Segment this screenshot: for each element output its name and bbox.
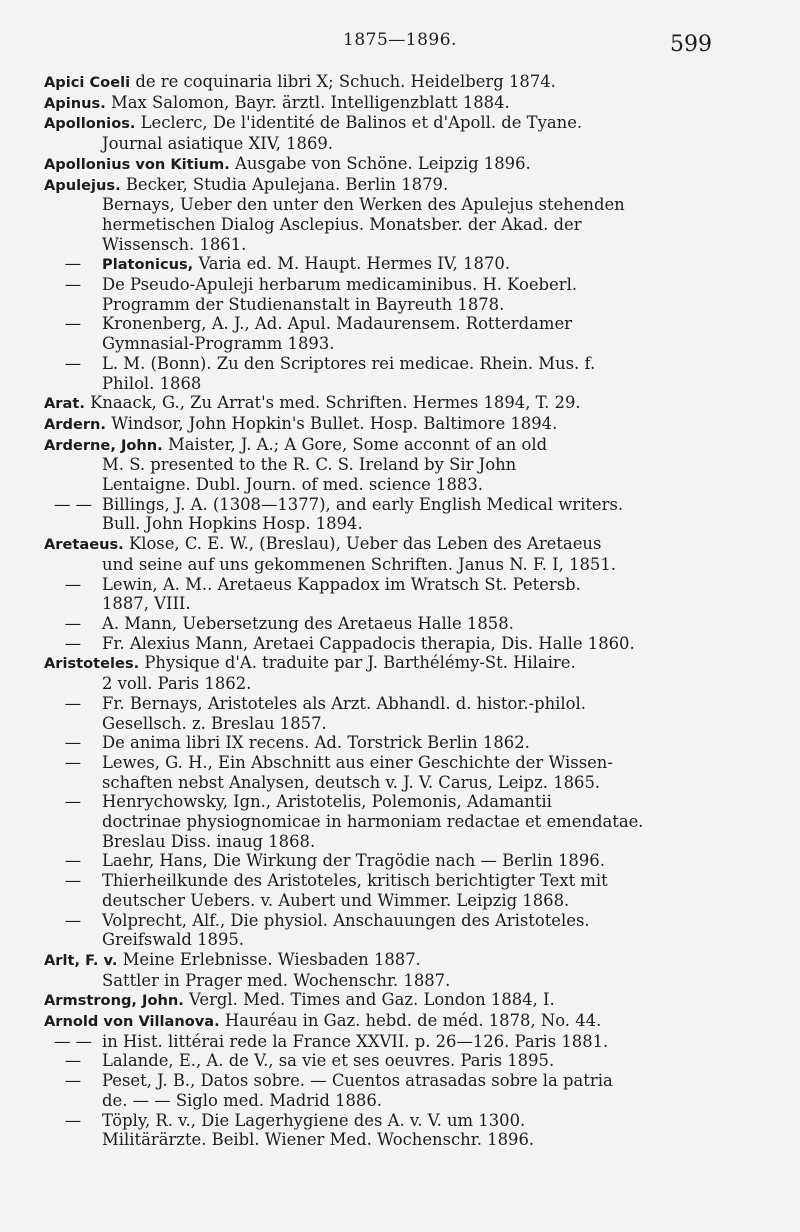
entry-line (44, 235, 734, 255)
bibliography-entry (44, 93, 734, 114)
bibliography-entry (44, 575, 734, 614)
entry-text: de re coquinaria libri X; Schuch. Heidelberg 1874. (135, 72, 556, 91)
ditto-dash: — (64, 1071, 82, 1091)
ditto-dash: — (64, 752, 82, 772)
entry-text: Maister, J. A.; A Gore, Some acconnt of an old (167, 434, 548, 454)
entry-heading: Apinus. (44, 94, 106, 112)
entry-line (44, 1011, 734, 1032)
entry-line (44, 1051, 734, 1071)
entry-heading: Platonicus, (102, 256, 194, 274)
entry-text: Fr. Alexius Mann, Aretaei Cappadocis therapia, Dis. Halle 1860. (102, 633, 635, 653)
entry-heading: Arlt, F. v. (44, 951, 118, 969)
bibliography-entry (44, 113, 734, 153)
entry-line (44, 455, 734, 475)
entry-line (44, 555, 734, 575)
ditto-dash: — (64, 733, 82, 753)
entry-line (44, 275, 734, 295)
entry-heading: Ardern. (44, 415, 106, 433)
entry-line (44, 113, 734, 134)
entry-line (44, 971, 734, 991)
ditto-dash: — (64, 314, 82, 334)
entry-text: Bernays, Ueber den unter den Werken des Apulejus stehenden (102, 195, 625, 215)
entry-line (44, 435, 734, 456)
entry-line (44, 1130, 734, 1150)
entry-text: deutscher Uebers. v. Aubert und Wimmer. Leipzig 1868. (102, 890, 570, 910)
entry-line (44, 733, 734, 753)
entry-heading: Arnold von Villanova. (44, 1013, 220, 1031)
bibliography-entry (44, 614, 734, 634)
entry-text: Thierheilkunde des Aristoteles, kritisch berichtigter Text mit (102, 871, 608, 891)
entry-line (44, 154, 734, 175)
entry-text: Max Salomon, Bayr. ärztl. Intelligenzblatt 1884. (110, 92, 510, 112)
entry-text: Varia ed. M. Haupt. Hermes IV, 1870. (198, 254, 511, 274)
entry-heading: Apollonius von Kitium. (44, 155, 230, 173)
bibliography-entry (44, 911, 734, 950)
entry-line (44, 911, 734, 931)
entry-line (44, 475, 734, 495)
entry-line (44, 773, 734, 793)
bibliography-entry (44, 1032, 734, 1052)
entry-heading: Aristoteles. (44, 655, 140, 673)
bibliography-entry (44, 1011, 734, 1032)
entry-line (44, 930, 734, 950)
ditto-dash: — (64, 693, 82, 713)
entry-line (44, 514, 734, 534)
entry-text: Kronenberg, A. J., Ad. Apul. Madaurensem. Rotterdamer (102, 314, 572, 334)
ditto-dash: — (64, 633, 82, 653)
entry-text: Wissensch. 1861. (102, 234, 247, 254)
entry-heading: Apollonios. (44, 115, 136, 133)
entry-line (44, 374, 734, 394)
entry-text: A. Mann, Uebersetzung des Aretaeus Halle 1858. (102, 613, 514, 633)
entry-line (44, 534, 734, 555)
entry-text: Programm der Studienanstalt in Bayreuth 1878. (102, 294, 505, 314)
entry-line (44, 812, 734, 832)
entry-text: Meine Erlebnisse. Wiesbaden 1887. (122, 949, 421, 969)
entry-heading: Aretaeus. (44, 536, 124, 554)
entry-heading: Apulejus. (44, 176, 121, 194)
entry-text: und seine auf uns gekommenen Schriften. Janus N. F. I, 1851. (102, 554, 616, 574)
ditto-dash: — (64, 1110, 82, 1130)
entry-line (44, 871, 734, 891)
entry-text: Ausgabe von Schöne. Leipzig 1896. (235, 153, 531, 173)
entry-text: Vergl. Med. Times and Gaz. London 1884, I. (189, 990, 555, 1010)
bibliography-entry (44, 175, 734, 255)
bibliography-entry (44, 154, 734, 175)
entry-line (44, 295, 734, 315)
entry-heading: Arat. (44, 395, 85, 413)
entry-text: De anima libri IX recens. Ad. Torstrick Berlin 1862. (102, 733, 530, 753)
ditto-dash: — — (54, 494, 92, 514)
entry-text: 2 voll. Paris 1862. (102, 674, 252, 694)
entry-line (44, 93, 734, 114)
entry-line (44, 215, 734, 235)
bibliography-entry (44, 1051, 734, 1071)
entry-text: in Hist. littérai rede la France XXVII. p. 26—126. Paris 1881. (102, 1031, 609, 1051)
entry-text: Windsor, John Hopkin's Bullet. Hosp. Baltimore 1894. (111, 413, 558, 433)
bibliography-entry (44, 753, 734, 792)
entry-text: Greifswald 1895. (102, 930, 245, 950)
entry-line (44, 990, 734, 1011)
ditto-dash: — (64, 353, 82, 373)
bibliography-entries (44, 72, 734, 1150)
entry-line (44, 1071, 734, 1091)
entry-line (44, 950, 734, 971)
entry-text: Lentaigne. Dubl. Journ. of med. science 1883. (102, 475, 483, 495)
bibliography-entry (44, 495, 734, 534)
entry-text: Breslau Diss. inaug 1868. (102, 831, 316, 851)
entry-text: Sattler in Prager med. Wochenschr. 1887. (102, 970, 451, 990)
bibliography-entry (44, 634, 734, 654)
entry-text: Töply, R. v., Die Lagerhygiene des A. v. V. um 1300. (102, 1110, 526, 1130)
entry-line (44, 414, 734, 435)
entry-text: Volprecht, Alf., Die physiol. Anschauungen des Aristoteles. (102, 910, 590, 930)
entry-line (44, 1091, 734, 1111)
entry-text: Billings, J. A. (1308—1377), and early English Medical writers. (102, 494, 624, 514)
bibliography-entry (44, 653, 734, 693)
ditto-dash: — (64, 851, 82, 871)
entry-text: Militärärzte. Beibl. Wiener Med. Wochenschr. 1896. (102, 1130, 535, 1150)
bibliography-entry (44, 393, 734, 414)
entry-line (44, 694, 734, 714)
entry-line (44, 851, 734, 871)
entry-text: hermetischen Dialog Asclepius. Monatsber. der Akad. der (102, 214, 582, 234)
ditto-dash: — (64, 275, 82, 295)
ditto-dash: — (64, 613, 82, 633)
entry-line (44, 594, 734, 614)
entry-heading: Arderne, John. (44, 436, 163, 454)
entry-text: Philol. 1868 (102, 373, 202, 393)
entry-text: doctrinae physiognomicae in harmoniam redactae et emendatae. (102, 812, 644, 832)
entry-text: L. M. (Bonn). Zu den Scriptores rei medicae. Rhein. Mus. f. (102, 353, 596, 373)
entry-text: de. — — Siglo med. Madrid 1886. (102, 1090, 383, 1110)
entry-line (44, 72, 734, 93)
entry-text: Journal asiatique XIV, 1869. (102, 134, 334, 154)
entry-line (44, 175, 734, 196)
entry-line (44, 792, 734, 812)
entry-line (44, 674, 734, 694)
entry-text: Leclerc, De l'identité de Balinos et d'Apoll. de Tyane. (140, 113, 583, 133)
entry-line (44, 575, 734, 595)
entry-line (44, 753, 734, 773)
ditto-dash: — (64, 254, 82, 274)
bibliography-entry (44, 950, 734, 990)
entry-line (44, 634, 734, 654)
bibliography-entry (44, 254, 734, 275)
bibliography-entry (44, 534, 734, 574)
bibliography-entry (44, 1111, 734, 1150)
entry-line (44, 314, 734, 334)
bibliography-entry (44, 871, 734, 910)
bibliography-entry (44, 414, 734, 435)
bibliography-entry (44, 435, 734, 495)
entry-text: M. S. presented to the R. C. S. Ireland by Sir John (102, 455, 517, 475)
entry-line (44, 334, 734, 354)
entry-text: 1887, VIII. (102, 594, 191, 614)
entry-text: Lalande, E., A. de V., sa vie et ses oeuvres. Paris 1895. (102, 1051, 555, 1071)
entry-text: Bull. John Hopkins Hosp. 1894. (102, 514, 363, 534)
entry-line (44, 714, 734, 734)
entry-line (44, 1111, 734, 1131)
entry-text: schaften nebst Analysen, deutsch v. J. V. Carus, Leipz. 1865. (102, 772, 601, 792)
entry-line (44, 354, 734, 374)
ditto-dash: — (64, 910, 82, 930)
ditto-dash: — (64, 574, 82, 594)
entry-text: Henrychowsky, Ign., Aristotelis, Polemonis, Adamantii (102, 792, 552, 812)
entry-heading: Apici Coeli (44, 74, 131, 91)
entry-text: Hauréau in Gaz. hebd. de méd. 1878, No. 44. (224, 1011, 602, 1031)
entry-text: Laehr, Hans, Die Wirkung der Tragödie nach — Berlin 1896. (102, 851, 605, 871)
entry-text: Peset, J. B., Datos sobre. — Cuentos atrasadas sobre la patria (102, 1071, 613, 1091)
entry-text: Physique d'A. traduite par J. Barthélémy-St. Hilaire. (144, 653, 576, 673)
entry-text: Becker, Studia Apulejana. Berlin 1879. (125, 174, 449, 194)
entry-line (44, 832, 734, 852)
ditto-dash: — — (54, 1031, 92, 1051)
entry-line (44, 891, 734, 911)
entry-text: De Pseudo-Apuleji herbarum medicaminibus. H. Koeberl. (102, 275, 578, 295)
entry-heading: Armstrong, John. (44, 992, 184, 1010)
ditto-dash: — (64, 871, 82, 891)
ditto-dash: — (64, 1051, 82, 1071)
entry-text: Gesellsch. z. Breslau 1857. (102, 713, 327, 733)
entry-line (44, 653, 734, 674)
entry-text: Fr. Bernays, Aristoteles als Arzt. Abhandl. d. histor.-philol. (102, 693, 586, 713)
running-head: 1875—1896. (343, 30, 457, 50)
entry-line (44, 195, 734, 215)
entry-text: Gymnasial-Programm 1893. (102, 334, 335, 354)
ditto-dash: — (64, 792, 82, 812)
entry-text: Lewes, G. H., Ein Abschnitt aus einer Geschichte der Wissen- (102, 752, 613, 772)
bibliography-entry (44, 275, 734, 314)
entry-line (44, 495, 734, 515)
bibliography-entry (44, 314, 734, 353)
bibliography-entry (44, 733, 734, 753)
page-number: 599 (670, 32, 712, 57)
entry-line (44, 134, 734, 154)
entry-line (44, 1032, 734, 1052)
entry-text: Klose, C. E. W., (Breslau), Ueber das Leben des Aretaeus (128, 534, 602, 554)
bibliography-entry (44, 1071, 734, 1110)
bibliography-entry (44, 990, 734, 1011)
bibliography-entry (44, 72, 734, 93)
bibliography-entry (44, 851, 734, 871)
entry-text: Lewin, A. M.. Aretaeus Kappadox im Wratsch St. Petersb. (102, 574, 581, 594)
bibliography-entry (44, 694, 734, 733)
entry-text: Knaack, G., Zu Arrat's med. Schriften. Hermes 1894, T. 29. (90, 393, 581, 413)
entry-line (44, 393, 734, 414)
entry-line (44, 614, 734, 634)
bibliography-entry (44, 354, 734, 393)
bibliography-entry (44, 792, 734, 851)
entry-line (44, 254, 734, 275)
